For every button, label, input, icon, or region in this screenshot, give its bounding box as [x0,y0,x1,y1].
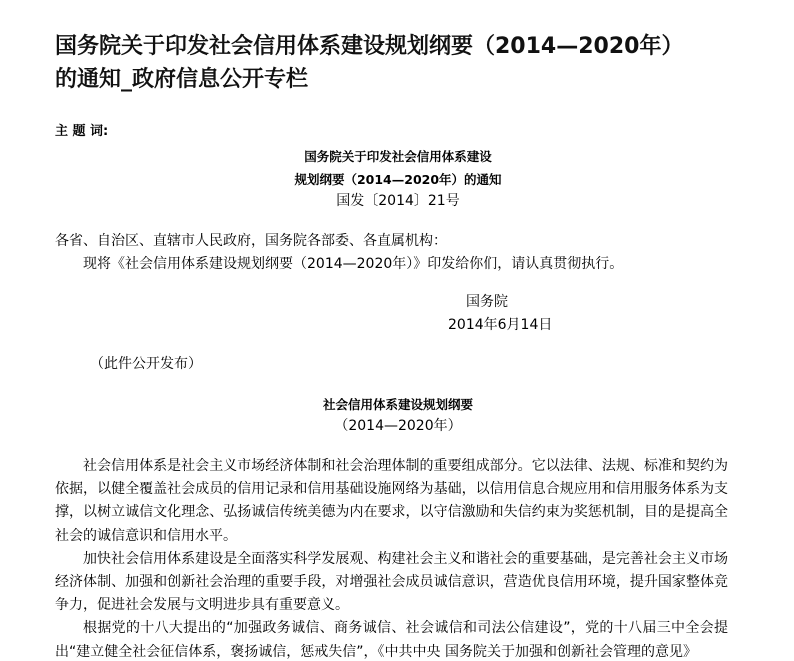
document-number: 国发〔2014〕21号 [336,193,460,209]
notice-date: 2014年6月14日 [448,317,553,333]
outline-body [55,455,728,661]
notice-heading-line-1: 国务院关于印发社会信用体系建设 [304,149,492,164]
page-title-line-2: 的通知_政府信息公开专栏 [55,67,309,92]
outline-period: （2014—2020年） [334,418,462,434]
notice-heading-line-2: 规划纲要（2014—2020年）的通知 [294,172,502,187]
outline-paragraph: 加快社会信用体系建设是全面落实科学发展观、构建社会主义和谐社会的重要基础，是完善社会主义市场经济体制、加强和创新社会治理的重要手段，对增强社会成员诚信意识，营造优良信用环境，提升国家整体竞争力，促进社会发展与文明进步具有重要意义。 [55,550,728,614]
outline-paragraph: 社会信用体系是社会主义市场经济体制和社会治理体制的重要组成部分。它以法律、法规、标准和契约为依据，以健全覆盖社会成员的信用记录和信用基础设施网络为基础，以信用信息合规应用和信用服务体系为支撑，以树立诚信文化理念、弘扬诚信传统美德为内在要求，以守信激励和失信约束为奖惩机制，目的是提高全社会的诚信意识和信用水平。 [55,458,728,544]
outline-title: 社会信用体系建设规划纲要 [322,397,473,412]
notice-body: 现将《社会信用体系建设规划纲要（2014—2020年）》印发给你们，请认真贯彻执行。 [83,256,624,272]
outline-paragraph: 根据党的十八大提出的“加强政务诚信、商务诚信、社会诚信和司法公信建设”，党的十八届三中全会提出“建立健全社会征信体系，褒扬诚信，惩戒失信”，《中共中央 国务院关于加强和创新社会管理的意见》 [55,620,728,660]
notice-addressee: 各省、自治区、直辖市人民政府，国务院各部委、各直属机构： [55,233,447,249]
publication-note: （此件公开发布） [90,356,202,372]
keywords-label: 主 题 词: [55,124,109,139]
page-title-line-1: 国务院关于印发社会信用体系建设规划纲要（2014—2020年） [55,34,684,59]
notice-signer: 国务院 [466,294,508,310]
